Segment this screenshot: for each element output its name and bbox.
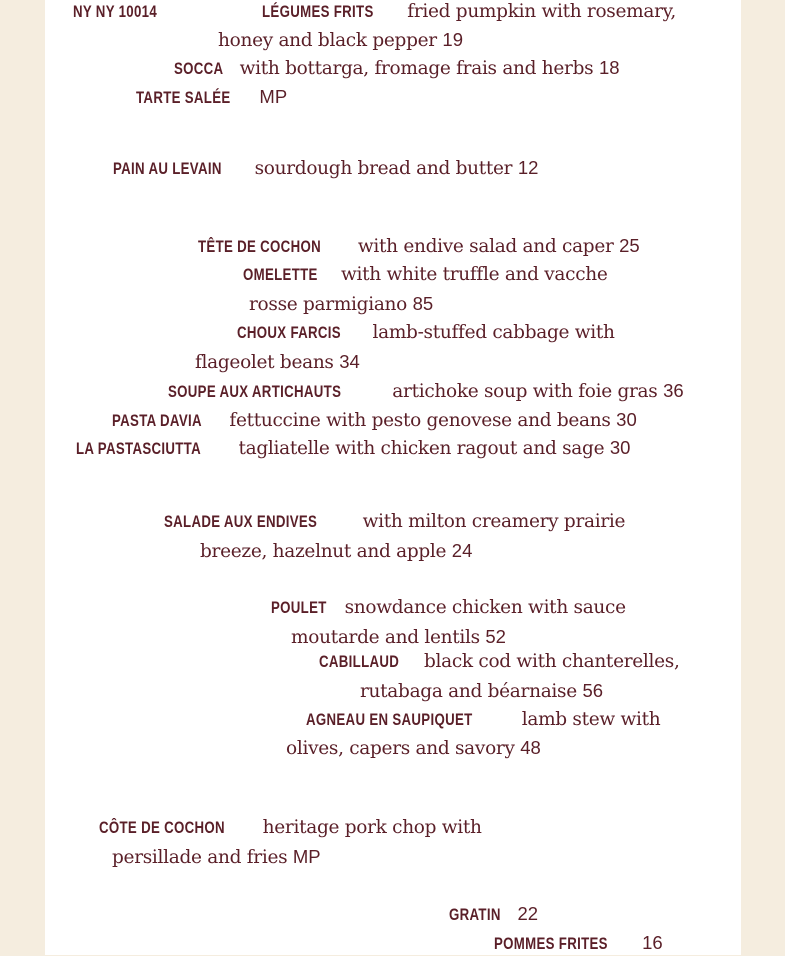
menu-item-pasta-davia (112, 408, 637, 433)
item-name: CHOUX FARCIS (237, 323, 341, 342)
item-desc: persillade and fries (112, 847, 288, 868)
item-desc: sourdough bread and butter (254, 158, 513, 179)
item-name: AGNEAU EN SAUPIQUET (306, 710, 473, 729)
menu-item-pommes-frites (494, 931, 663, 956)
item-name: PAIN AU LEVAIN (113, 159, 222, 178)
menu-item-omelette-cont (249, 292, 433, 317)
item-desc: with endive salad and caper (357, 236, 614, 257)
item-name: POULET (271, 598, 327, 617)
menu-item-cote-de-cochon (99, 816, 482, 840)
menu-item-gratin (449, 902, 538, 927)
item-price: 85 (412, 293, 434, 314)
menu-item-tarte-salee (136, 85, 287, 110)
item-price: MP (292, 846, 321, 867)
item-desc: flageolet beans (195, 352, 334, 373)
item-price: 16 (642, 932, 663, 953)
item-name: CÔTE DE COCHON (99, 818, 225, 837)
address: NY NY 10014 (73, 2, 158, 21)
menu-item-pain-au-levain (113, 156, 538, 181)
item-desc: with bottarga, fromage frais and herbs (239, 58, 594, 79)
item-desc: olives, capers and savory (286, 738, 515, 759)
item-desc: artichoke soup with foie gras (392, 381, 658, 402)
item-desc: heritage pork chop with (262, 817, 482, 838)
item-desc: honey and black pepper (218, 30, 437, 51)
menu-item-poulet-cont (291, 625, 506, 650)
menu-item-cote-de-cochon-cont (112, 845, 321, 870)
menu-item-poulet (271, 596, 626, 620)
menu-item-salade-aux-endives-cont (200, 539, 472, 564)
item-price: 30 (609, 437, 631, 458)
item-desc: black cod with chanterelles, (423, 651, 680, 672)
item-price: 25 (619, 235, 640, 256)
item-desc: with white truffle and vacche (340, 264, 608, 285)
menu-item-la-pastasciutta (76, 436, 630, 461)
item-name: POMMES FRITES (494, 934, 608, 953)
menu-item-salade-aux-endives (164, 510, 625, 534)
item-desc: rutabaga and béarnaise (360, 681, 577, 702)
menu-item-agneau-en-saupiquet (306, 708, 660, 732)
item-name: TÊTE DE COCHON (198, 237, 321, 256)
item-desc: fried pumpkin with rosemary, (407, 1, 676, 22)
item-desc: lamb stew with (521, 709, 661, 730)
item-name: SOUPE AUX ARTICHAUTS (168, 382, 342, 401)
item-desc: with milton creamery prairie (362, 511, 626, 532)
item-price: 34 (339, 351, 360, 372)
item-desc: snowdance chicken with sauce (344, 597, 626, 618)
menu-page (45, 0, 741, 955)
item-name: LA PASTASCIUTTA (76, 439, 201, 458)
item-price: 19 (442, 29, 463, 50)
item-desc: moutarde and lentils (291, 627, 480, 648)
item-name: OMELETTE (243, 265, 318, 284)
item-name: PASTA DAVIA (112, 411, 202, 430)
item-price: 24 (451, 540, 473, 561)
item-price: 48 (520, 737, 541, 758)
menu-item-cabillaud-cont (360, 679, 603, 704)
item-price: 36 (663, 380, 684, 401)
item-price: MP (259, 86, 288, 107)
menu-item-choux-farcis-cont (195, 350, 360, 375)
item-price: 12 (517, 157, 539, 178)
menu-item-tete-de-cochon (198, 234, 640, 259)
item-name: GRATIN (449, 905, 501, 924)
item-name: TARTE SALÉE (136, 88, 231, 107)
item-name: SOCCA (174, 59, 224, 78)
item-desc: tagliatelle with chicken ragout and sage (238, 438, 605, 459)
menu-item-choux-farcis (237, 321, 615, 345)
menu-item-cabillaud (319, 650, 680, 674)
item-name: SALADE AUX ENDIVES (164, 512, 318, 531)
item-price: 56 (582, 680, 604, 701)
item-price: 22 (517, 903, 539, 924)
item-price: 18 (598, 57, 620, 78)
item-price: 52 (485, 626, 506, 647)
item-name: CABILLAUD (319, 652, 400, 671)
item-desc: breeze, hazelnut and apple (200, 541, 447, 562)
menu-item-soupe-aux-artichauts (168, 379, 684, 404)
item-name: LÉGUMES FRITS (262, 2, 374, 21)
item-price: 30 (616, 409, 637, 430)
menu-item-socca (174, 56, 620, 81)
item-desc: lamb-stuffed cabbage with (372, 322, 615, 343)
item-desc: fettuccine with pesto genovese and beans (229, 410, 611, 431)
menu-item-omelette (243, 263, 608, 287)
menu-item-legumes-frits (262, 0, 676, 24)
menu-item-legumes-frits-cont (218, 28, 463, 53)
item-desc: rosse parmigiano (249, 294, 408, 315)
menu-item-agneau-en-saupiquet-cont (286, 736, 541, 761)
